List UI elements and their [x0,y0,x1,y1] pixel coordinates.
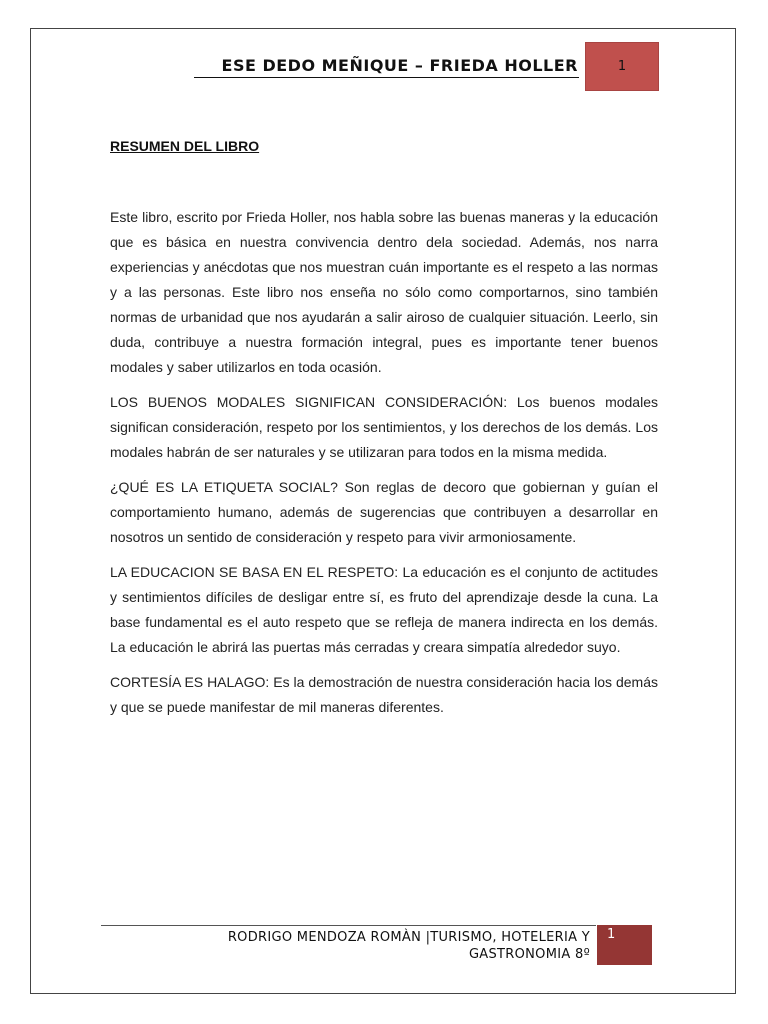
footer-line-2: GASTRONOMIA 8º [468,947,590,962]
header-page-number: 1 [617,59,627,74]
footer-line-1: RODRIGO MENDOZA ROMÀN |TURISMO, HOTELERIA Y [227,930,590,945]
document-title: ESE DEDO MEÑIQUE – FRIEDA HOLLER [221,56,578,75]
paragraph: CORTESÍA ES HALAGO: Es la demostración de nuestra consideración hacia los demás y que se puede manifestar de mil maneras diferentes. [110,674,658,715]
paragraph: Este libro, escrito por Frieda Holler, nos habla sobre las buenas maneras y la educación que es básica en nuestra convivencia dentro dela sociedad. Además, nos narra experiencias y anécdotas que nos muestran cuán importante es el respeto a las normas y a las personas. Este libro nos enseña no sólo como comportarnos, sino también normas de urbanidad que nos ayudarán a salir airoso de cualquier situación. Leerlo, sin duda, contribuye a nuestra formación integral, pues es importante tener buenos modales y saber utilizarlos en toda ocasión. [110,209,658,375]
footer-page-number: 1 [607,927,616,942]
footer-page-number-box [597,925,652,965]
section-heading: RESUMEN DEL LIBRO [110,138,260,154]
paragraph: LA EDUCACION SE BASA EN EL RESPETO: La educación es el conjunto de actitudes y sentimientos difíciles de desligar entre sí, es fruto del aprendizaje desde la cuna. La base fundamental es el auto respeto que se refleja de manera indirecta en los demás. La educación le abrirá las puertas más cerradas y creara simpatía alrededor suyo. [110,564,658,655]
footer-author [140,929,590,963]
paragraph: LOS BUENOS MODALES SIGNIFICAN CONSIDERACIÓN: Los buenos modales significan consideración, respeto por los sentimientos, y los derechos de los demás. Los modales habrán de ser naturales y se utilizaran para todos en la misma medida. [110,394,658,460]
title-underline [194,77,579,78]
paragraph: ¿QUÉ ES LA ETIQUETA SOCIAL? Son reglas de decoro que gobiernan y guían el comportamiento humano, además de sugerencias que contribuyen a desarrollar en nosotros un sentido de consideración y respeto para vivir armoniosamente. [110,479,658,545]
body-text [110,205,658,730]
header-page-number-box [585,42,659,91]
footer-divider [101,925,596,926]
